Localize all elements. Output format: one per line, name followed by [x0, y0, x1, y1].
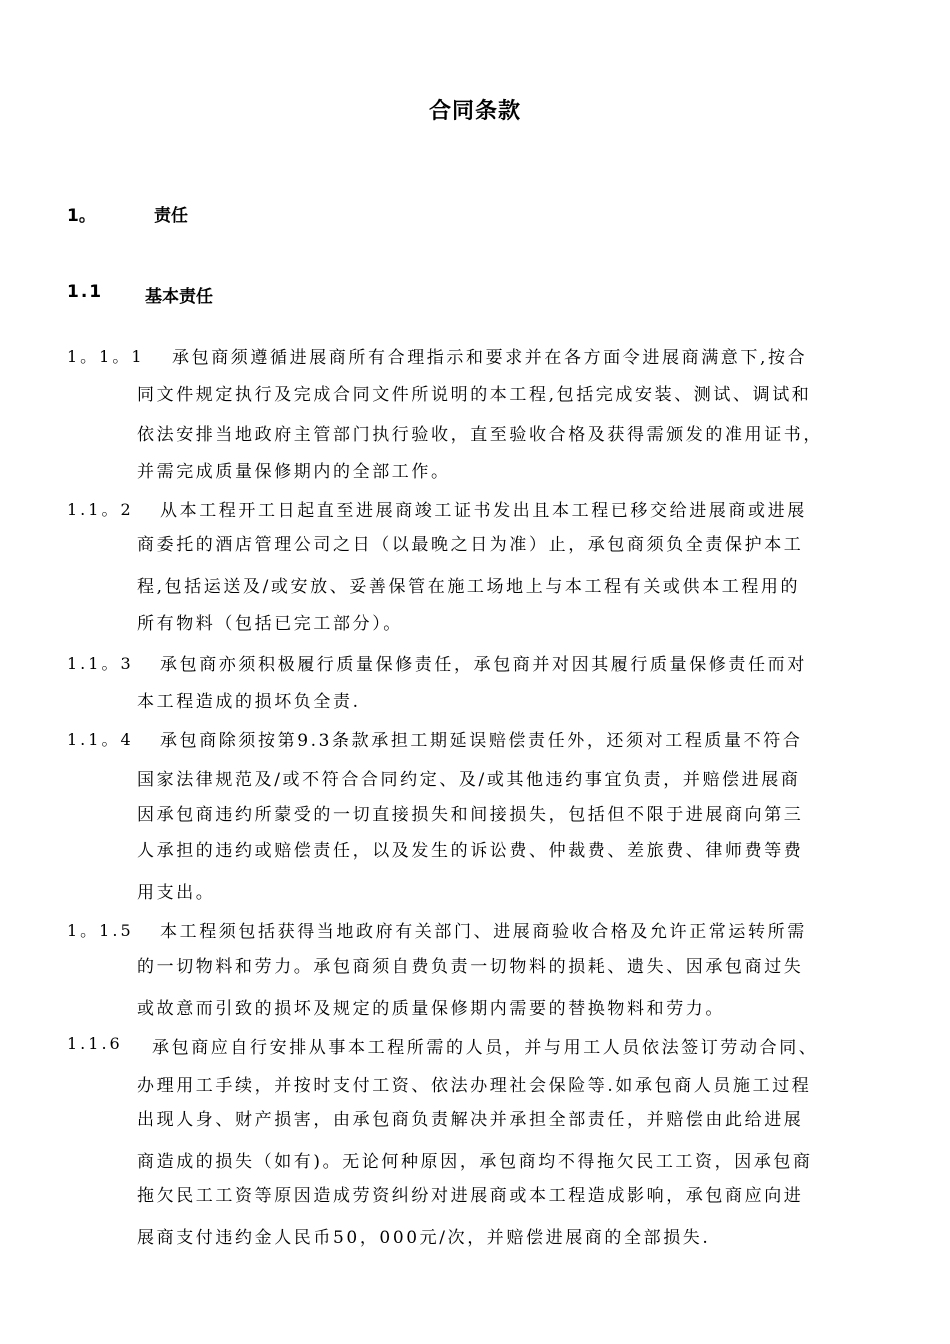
clause-number: 1.1。3: [67, 654, 134, 673]
clause-line: 的一切物料和劳力。承包商须自费负责一切物料的损耗、遗失、因承包商过失: [137, 957, 804, 977]
clause-line: 办理用工手续，并按时支付工资、依法办理社会保险等.如承包商人员施工过程: [137, 1076, 812, 1096]
subsection-number: 1.1: [67, 282, 104, 302]
clause-line: 承包商应自行安排从事本工程所需的人员，并与用工人员依法签订劳动合同、: [152, 1038, 819, 1058]
clause-line: 因承包商违约所蒙受的一切直接损失和间接损失，包括但不限于进展商向第三: [137, 805, 804, 825]
section-title: 责任: [154, 206, 188, 226]
clause-line: 出现人身、财产损害，由承包商负责解决并承担全部责任，并赔偿由此给进展: [137, 1110, 804, 1130]
clause-line: 承包商须遵循进展商所有合理指示和要求并在各方面令进展商满意下,按合: [172, 348, 808, 368]
clause-line: 本工程须包括获得当地政府有关部门、进展商验收合格及允许正常运转所需: [160, 922, 807, 942]
section-number: 1。: [67, 206, 96, 226]
clause-line: 从本工程开工日起直至进展商竣工证书发出且本工程已移交给进展商或进展: [160, 501, 807, 521]
subsection-title: 基本责任: [145, 287, 213, 307]
clause-number: 1。1。1: [67, 347, 145, 366]
clause-line: 商造成的损失（如有)。无论何种原因，承包商均不得拖欠民工工资，因承包商: [137, 1152, 813, 1172]
clause-line: 承包商除须按第9.3条款承担工期延误赔偿责任外，还须对工程质量不符合: [160, 731, 803, 751]
clause-line: 或故意而引致的损坏及规定的质量保修期内需要的替换物料和劳力。: [137, 999, 725, 1019]
clause-number: 1.1.6: [67, 1034, 123, 1053]
clause-line: 人承担的违约或赔偿责任，以及发生的诉讼费、仲裁费、差旅费、律师费等费: [137, 841, 804, 861]
clause-number: 1.1。4: [67, 730, 134, 749]
clause-line: 国家法律规范及/或不符合合同约定、及/或其他违约事宜负责，并赔偿进展商: [137, 770, 801, 790]
clause-line: 展商支付违约金人民币50，000元/次，并赔偿进展商的全部损失.: [137, 1228, 711, 1248]
clause-line: 并需完成质量保修期内的全部工作。: [137, 462, 451, 482]
clause-line: 程,包括运送及/或安放、妥善保管在施工场地上与本工程有关或供本工程用的: [137, 577, 801, 597]
clause-line: 本工程造成的损坏负全责.: [137, 692, 361, 712]
clause-line: 拖欠民工工资等原因造成劳资纠纷对进展商或本工程造成影响，承包商应向进: [137, 1186, 804, 1206]
clause-line: 商委托的酒店管理公司之日（以最晚之日为准）止，承包商须负全责保护本工: [137, 535, 804, 555]
clause-line: 用支出。: [137, 883, 216, 903]
clause-line: 所有物料（包括已完工部分）。: [137, 614, 403, 634]
clause-number: 1.1。2: [67, 500, 134, 519]
clause-number: 1。1.5: [67, 921, 134, 940]
page-title: 合同条款: [428, 99, 521, 124]
clause-line: 依法安排当地政府主管部门执行验收，直至验收合格及获得需颁发的准用证书，: [137, 425, 823, 445]
clause-line: 同文件规定执行及完成合同文件所说明的本工程,包括完成安装、测试、调试和: [137, 385, 812, 405]
clause-line: 承包商亦须积极履行质量保修责任，承包商并对因其履行质量保修责任而对: [160, 655, 807, 675]
